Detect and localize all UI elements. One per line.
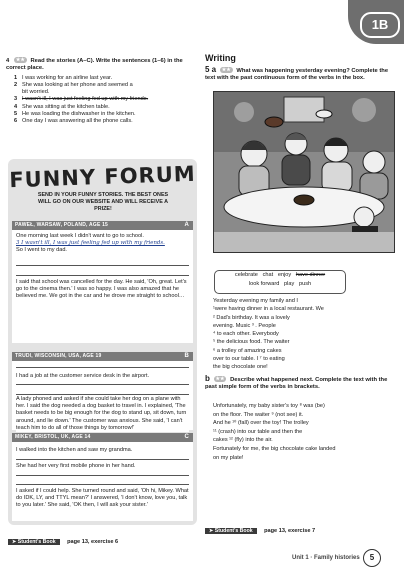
difficulty-stars-icon: ★★: [15, 57, 25, 63]
students-book-ref-right-page: page 13, exercise 7: [264, 528, 316, 534]
b-line-1: on the floor. The waiter ⁹ (not see) it.: [213, 411, 304, 418]
arrow-icon: ➤: [209, 528, 215, 534]
story-a-paragraph: I said that school was cancelled for the day. He said, 'Oh, great. Let's go to the cinema then.' I was so happy. I was also amazed that he believed me. We got in the car and he drove me straight to school…: [16, 279, 187, 300]
b-line-2: And he ¹⁰ (fall) over the toy! The trolley: [213, 420, 309, 427]
story-a-line-3: So I went to my dad.: [16, 247, 67, 254]
text-line-4: ⁴ to each other. Everybody: [213, 331, 279, 338]
arrow-icon: ➤: [12, 539, 18, 545]
forum-subtitle: SEND IN YOUR FUNNY STORIES. THE BEST ONES WILL GO ON OUR WEBSITE AND WILL RECEIVE A PRIZE!: [37, 192, 169, 212]
exercise-5a-instruction: What was happening yesterday evening? Complete the text with the past continuous form of the verbs in the box.: [205, 68, 389, 82]
sentence-list: 1 I was working for an airline last year. 2 She was looking at her phone and seemed a bit worried. 3 I wasn't ill, I was just feeling fed up with my friends. 4 She was sitting at the kitchen table. 5 He was loading the dishwasher in the kitchen. 6 One day I was answering all the phone calls.: [14, 74, 149, 125]
story-a: [12, 221, 193, 343]
story-c-line-1: I walked into the kitchen and saw my grandma.: [16, 447, 133, 453]
footer-unit-title: Unit 1 · Family histories: [292, 555, 360, 561]
story-c-author-bar: [12, 433, 193, 442]
word-look-forward: look forward: [248, 281, 280, 287]
difficulty-stars-icon: ★★: [215, 376, 225, 382]
word-celebrate: celebrate: [234, 272, 258, 278]
restaurant-scene-image: [214, 92, 394, 252]
exercise-5b-number: b: [205, 374, 210, 383]
students-book-ref-left: ➤ Student's Book page 13, exercise 6: [8, 530, 118, 538]
exercise-5a-number: 5 a: [205, 65, 217, 74]
text-line-3: evening. Music ³ . People: [213, 322, 276, 329]
story-b-author: TRUDI, WISCONSIN, USA, AGE 19: [15, 353, 102, 359]
exercise-4-number: 4: [6, 58, 10, 64]
exercise-5b-text: [213, 402, 395, 462]
story-c-author: MIKEY, BRISTOL, UK, AGE 14: [15, 434, 91, 440]
exercise-5a-text: [213, 297, 395, 372]
text-line-5: ⁵ the delicious food. The waiter: [213, 339, 290, 346]
writing-heading: Writing: [205, 53, 236, 63]
students-book-ref-right: ➤ Student's Book page 13, exercise 7: [205, 519, 315, 527]
exercise-5b-instruction-block: [205, 375, 395, 392]
sentence-2: She was looking at her phone and seemed a: [22, 82, 133, 89]
story-a-author-bar: [12, 221, 193, 230]
sentence-1: I was working for an airline last year.: [22, 74, 113, 81]
story-c: [12, 433, 193, 521]
word-enjoy: enjoy: [277, 272, 292, 278]
unit-badge: [348, 0, 404, 44]
page-number: 5: [363, 549, 381, 567]
sentence-4: She was sitting at the kitchen table.: [22, 103, 110, 110]
text-line-6: ⁶ a trolley of amazing cakes: [213, 347, 282, 354]
unit-badge-label: 1B: [360, 12, 400, 38]
word-play: play: [284, 281, 295, 287]
story-b-line-1: I had a job at the customer service desk in the airport.: [16, 373, 150, 379]
b-line-6: on my plate!: [213, 454, 244, 461]
story-a-author: PAWEŁ, WARSAW, POLAND, AGE 15: [15, 222, 109, 228]
story-c-paragraph: I asked if I could help. She turned round and said, 'Oh hi, Mikey. What do IDK, LY, and TTYL mean?' I answered, 'I don't know, love you, talk to you later.' She said, 'OK then, I will ask your sister.': [16, 488, 189, 509]
word-box: [214, 270, 346, 294]
text-line-2: ² Dad's birthday. It was a lovely: [213, 314, 290, 321]
word-chat: chat: [262, 272, 274, 278]
story-a-line-1: One morning last week I didn't want to go to school.: [16, 233, 144, 239]
sentence-5: He was loading the dishwasher in the kitchen.: [22, 110, 136, 117]
b-line-5: Fortunately for me, the big chocolate cake landed: [213, 445, 336, 452]
story-a-answer: 3 I wasn't ill, I was just feeling fed up with my friends.: [16, 240, 165, 247]
story-b-author-bar: [12, 352, 193, 361]
exercise-4-instruction: Read the stories (A–C). Write the sentences (1–6) in the correct place.: [6, 58, 183, 72]
sentence-2-cont: bit worried.: [22, 89, 50, 96]
story-c-letter: C: [184, 434, 189, 440]
exercise-5b-instruction: Describe what happened next. Complete the text with the past simple form of the verbs in brackets.: [205, 377, 388, 391]
exercise-5a-instruction-block: [205, 66, 395, 83]
sentence-6: One day I was answering all the phone calls.: [22, 118, 133, 125]
word-push: push: [298, 281, 312, 287]
story-b-paragraph: A lady phoned and asked if she could take her dog on a plane with her. I said the dog needed a dog basket to travel in. I explained, 'The basket needs to be big enough for the dog to stand up, sit down, turn around, and lie down.' The customer was anxious. She said, 'I can't teach him to do all of those things by tomorrow!': [16, 396, 189, 432]
text-line-8: the big chocolate one!: [213, 364, 268, 371]
story-b-letter: B: [184, 353, 189, 359]
text-line-0: Yesterday evening my family and I: [213, 298, 298, 304]
exercise-4: [6, 57, 196, 125]
b-line-3: ¹¹ (crash) into our table and then the: [213, 428, 303, 435]
text-line-1: ¹were having dinner in a local restaurant. We: [213, 306, 324, 313]
story-a-letter: A: [184, 222, 189, 228]
difficulty-stars-icon: ★★: [221, 67, 231, 73]
b-line-4: cakes ¹² (fly) into the air.: [213, 437, 273, 444]
text-line-7: over to our table. I ⁷ to eating: [213, 356, 285, 363]
forum-title: FUNNY FORUM: [8, 161, 197, 193]
story-c-line-2: She had her very first mobile phone in her hand.: [16, 463, 136, 469]
sentence-3-crossed: I wasn't ill, I was just feeling fed up with my friends.: [22, 96, 149, 103]
restaurant-illustration: [213, 91, 395, 253]
students-book-ref-left-page: page 13, exercise 6: [67, 539, 119, 545]
word-have-dinner: have dinner: [295, 272, 326, 278]
b-line-0: Unfortunately, my baby sister's toy ⁸ was (be): [213, 403, 325, 409]
